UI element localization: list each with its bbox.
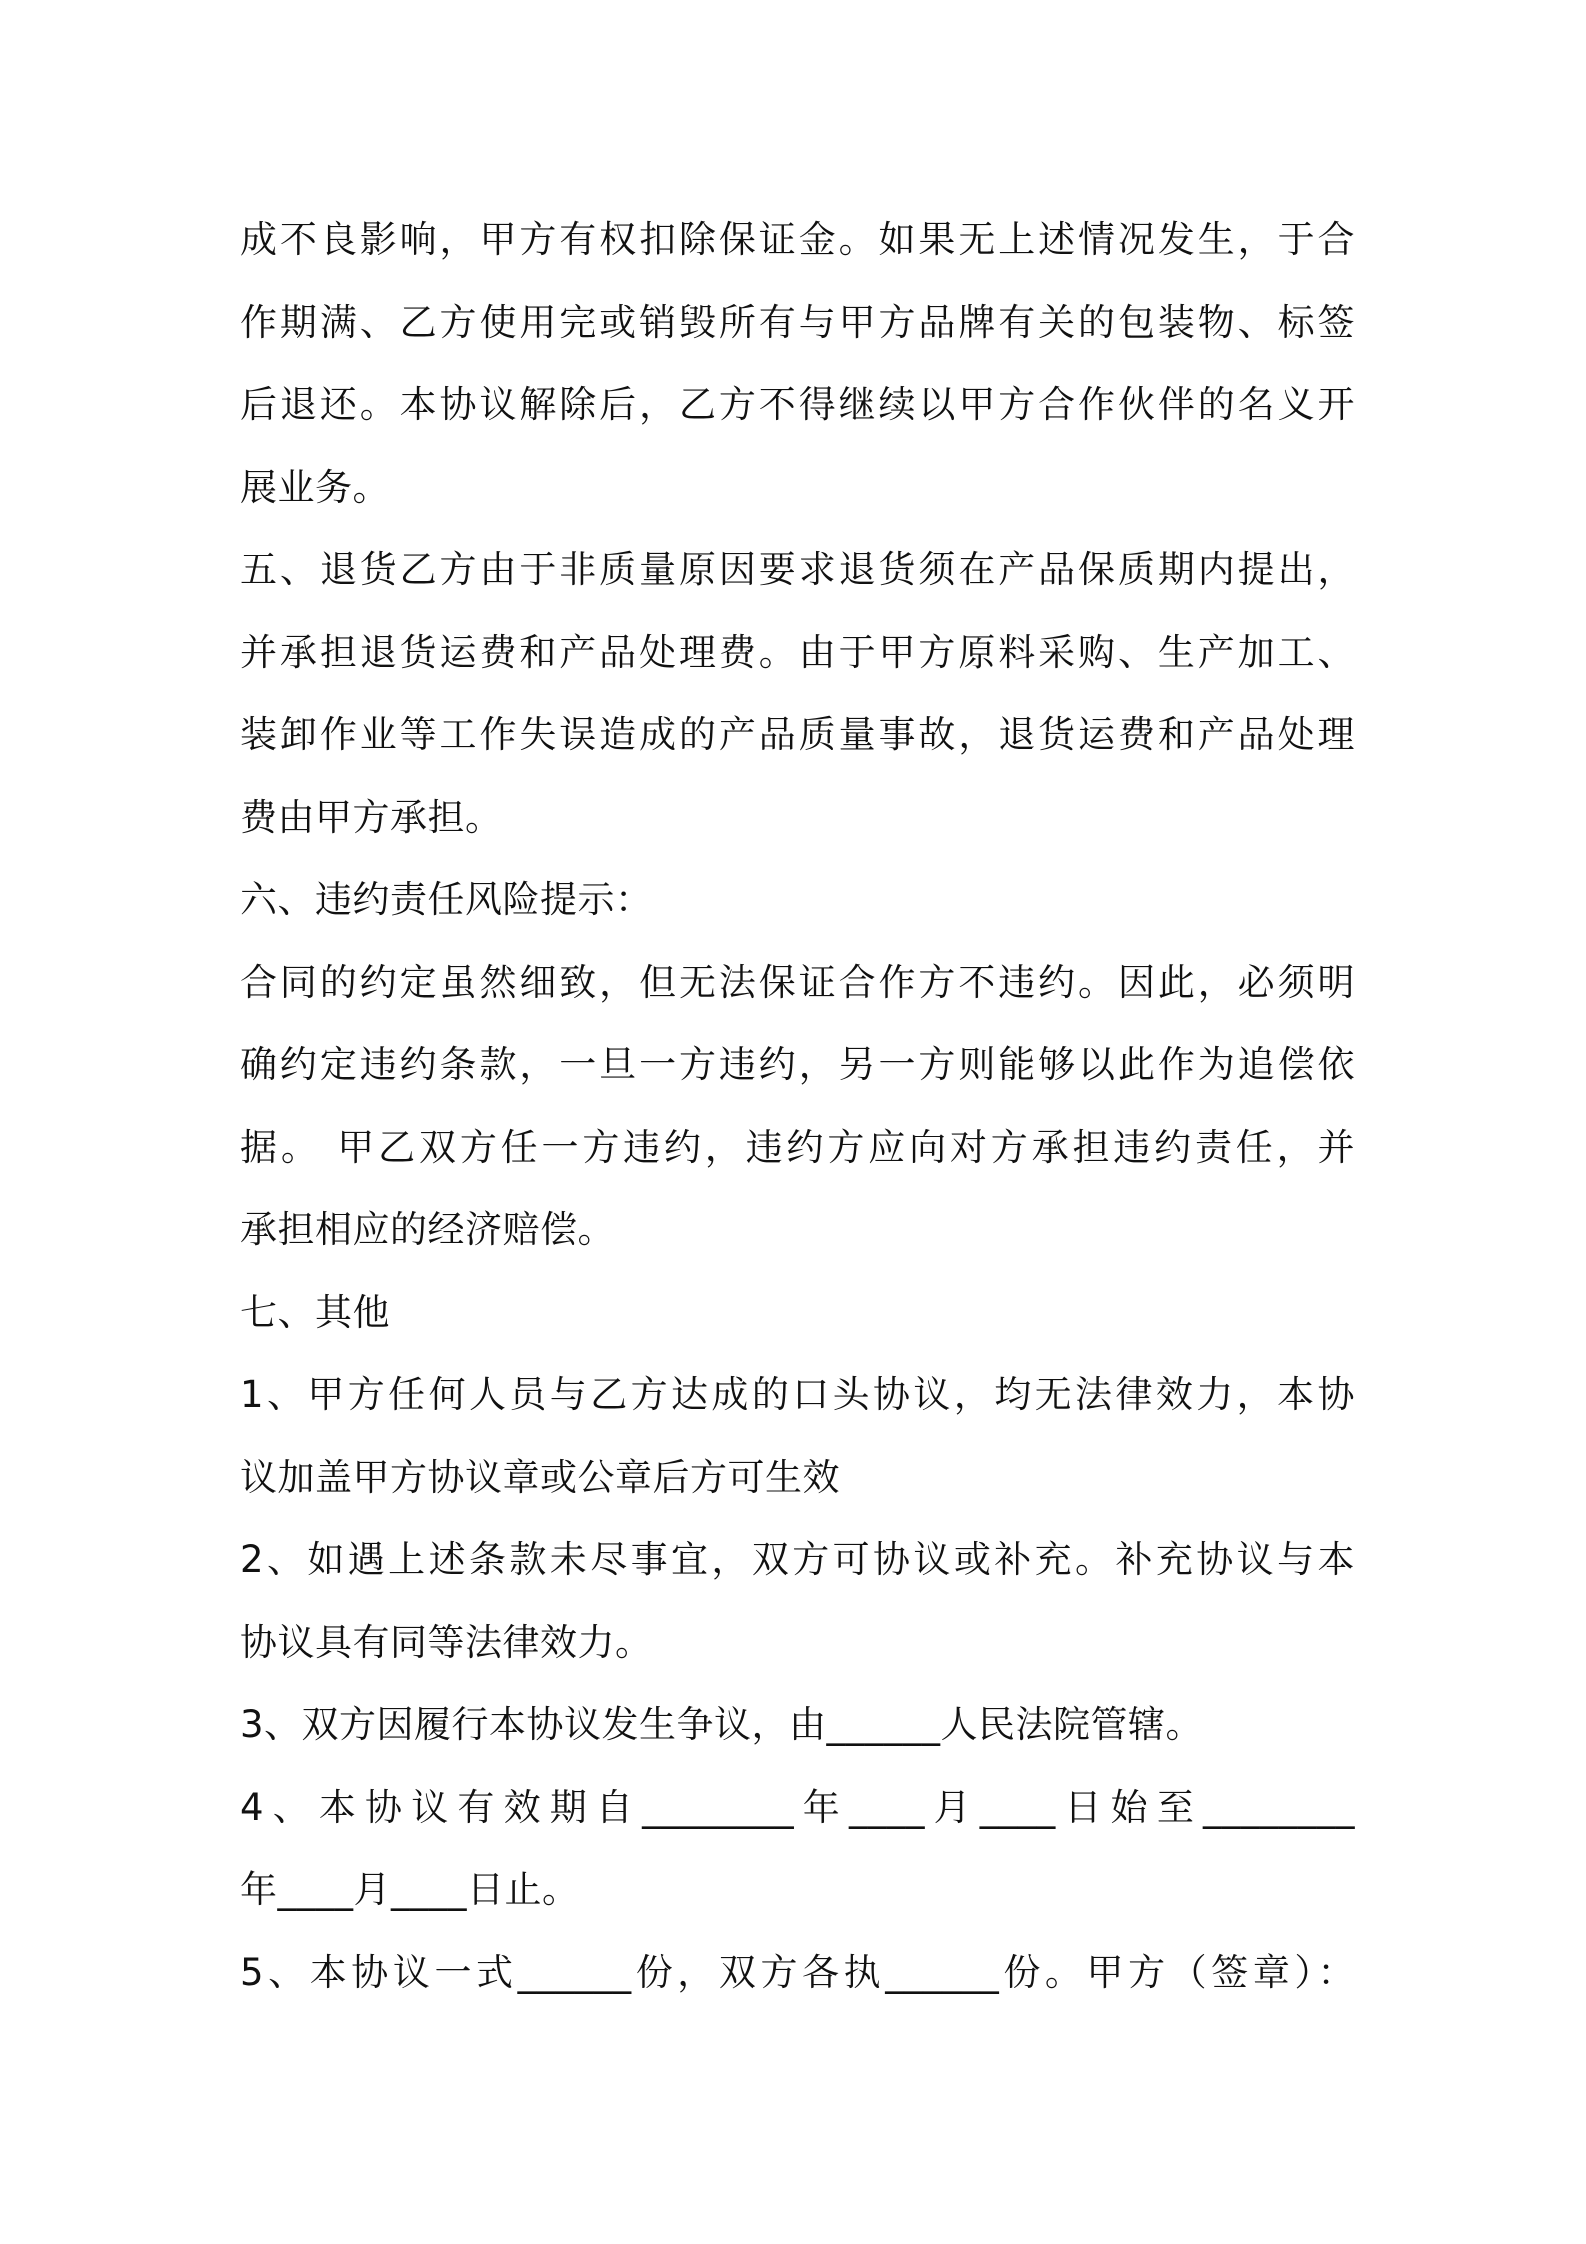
- text-line: 合同的约定虽然细致，但无法保证合作方不违约。因此，必须明: [240, 960, 1355, 1004]
- text-line: 年____月____日止。: [240, 1868, 580, 1911]
- clause-item-5: 5、本协议一式______份，双方各执______份。甲方（签章）：: [240, 1950, 1355, 1994]
- text-line: 并承担退货运费和产品处理费。由于甲方原料采购、生产加工、: [240, 630, 1355, 674]
- section-heading-return: 五、退货乙方由于非质量原因要求退货须在产品保质期内提出，: [240, 548, 1355, 591]
- text-line: 确约定违约条款，一旦一方违约，另一方则能够以此作为追偿依: [240, 1043, 1355, 1086]
- text-line: 装卸作业等工作失误造成的产品质量事故，退货运费和产品处理: [240, 713, 1355, 756]
- text-line: 费由甲方承担。: [240, 795, 503, 839]
- text-line: 成不良影响，甲方有权扣除保证金。如果无上述情况发生，于合: [240, 218, 1355, 261]
- text-line: 议加盖甲方协议章或公章后方可生效: [240, 1455, 840, 1499]
- clause-item-3: 3、双方因履行本协议发生争议，由______人民法院管辖。: [240, 1703, 1204, 1746]
- clause-item-2: 2、如遇上述条款未尽事宜，双方可协议或补充。补充协议与本: [240, 1538, 1355, 1581]
- text-line: 协议具有同等法律效力。: [240, 1620, 653, 1664]
- text-line: 承担相应的经济赔偿。: [240, 1208, 615, 1251]
- clause-item-1: 1、甲方任何人员与乙方达成的口头协议，均无法律效力，本协: [240, 1373, 1355, 1416]
- text-line: 据。 甲乙双方任一方违约，违约方应向对方承担违约责任，并: [240, 1125, 1355, 1169]
- text-line: 后退还。本协议解除后，乙方不得继续以甲方合作伙伴的名义开: [240, 383, 1355, 426]
- section-heading-liability: 六、违约责任风险提示：: [240, 878, 653, 921]
- document-body: [240, 199, 1355, 2014]
- text-line: 作期满、乙方使用完或销毁所有与甲方品牌有关的包装物、标签: [240, 300, 1355, 344]
- clause-item-4: 4、本协议有效期自________年____月____日始至________: [240, 1785, 1355, 1829]
- text-line: 展业务。: [240, 465, 390, 509]
- section-heading-other: 七、其他: [240, 1290, 390, 1334]
